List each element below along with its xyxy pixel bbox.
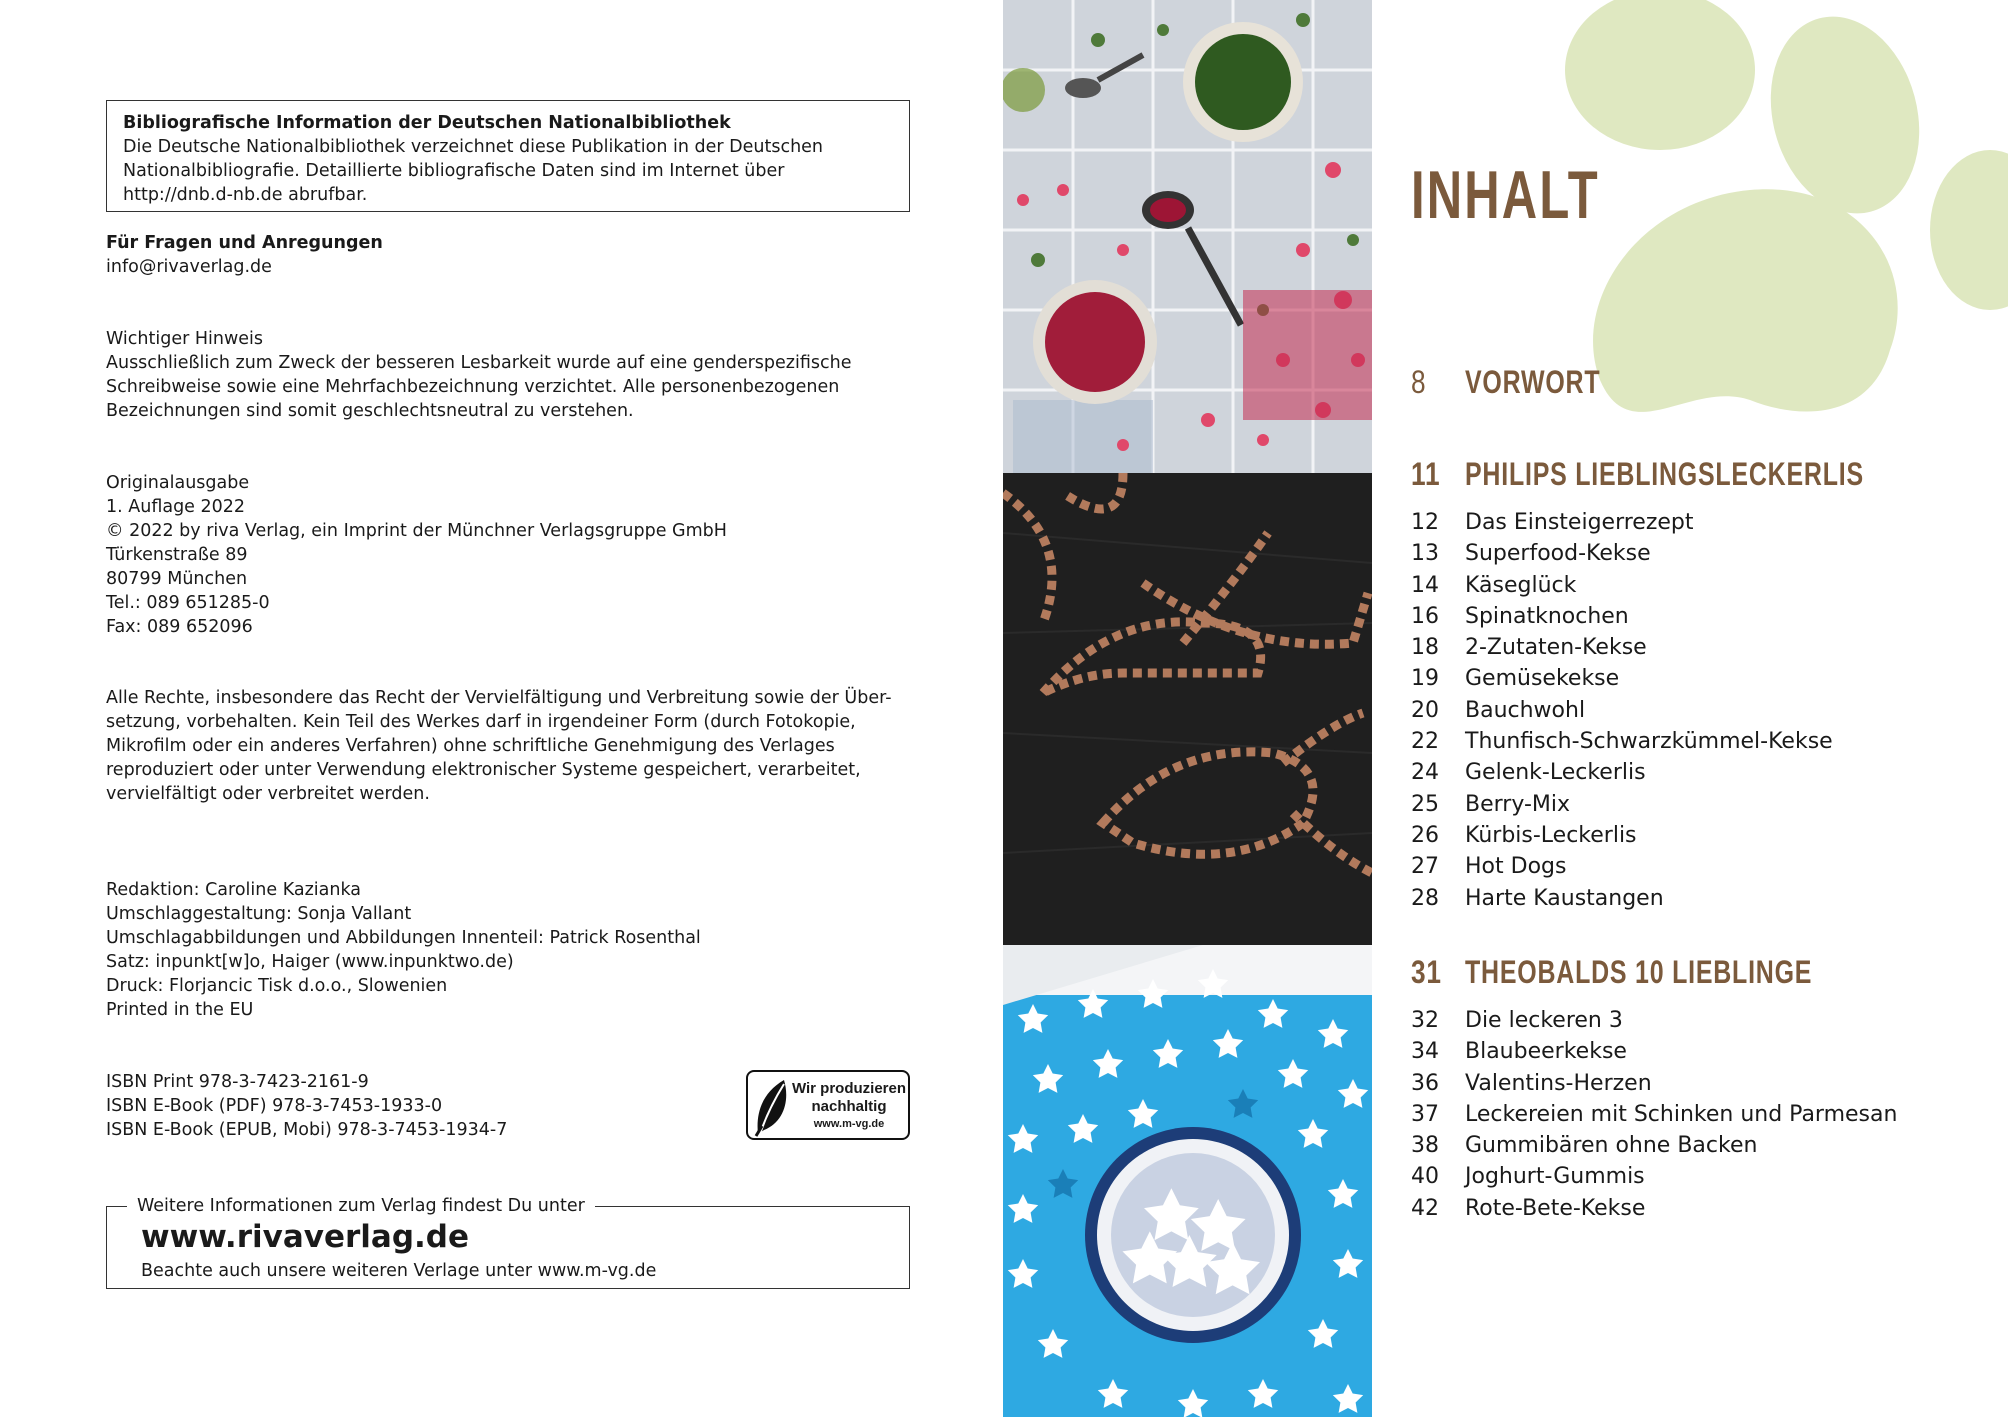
- isbn-list: ISBN Print 978-3-7423-2161-9 ISBN E-Book (PDF) 978-3-7453-1933-0 ISBN E-Book (EPUB, Mobi) 978-3-7453-1934-7: [106, 1072, 508, 1140]
- foreword-page: 8: [1411, 364, 1427, 400]
- toc-section-theobalds[interactable]: [1411, 954, 1910, 991]
- toc-entry[interactable]: 12 Das Einsteigerrezept: [1411, 510, 1694, 535]
- badge-text: Wir produzieren nachhaltig: [791, 1080, 907, 1115]
- toc-entry[interactable]: 26 Kürbis-Leckerlis: [1411, 822, 1637, 848]
- badge-url: www.m-vg.de: [813, 1118, 885, 1130]
- toc-foreword[interactable]: [1411, 364, 1639, 401]
- toc-entry[interactable]: 18 2-Zutaten-Kekse: [1411, 635, 1647, 661]
- section-page: 11: [1411, 456, 1441, 492]
- photo-star-molds: [1003, 945, 1372, 1417]
- section-title: PHILIPS LIEBLINGSLECKERLIS: [1465, 456, 1864, 492]
- leaf-icon: [754, 1076, 792, 1138]
- contact-email[interactable]: info@rivaverlag.de: [106, 257, 272, 277]
- foreword-title: VORWORT: [1465, 364, 1601, 400]
- publisher-web-box: [106, 1196, 910, 1289]
- contact-heading: Für Fragen und Anregungen: [106, 233, 383, 253]
- toc-entry[interactable]: 25 Berry-Mix: [1411, 791, 1571, 817]
- bibliographic-text: Die Deutsche Nationalbibliothek verzeichnet diese Publikation in der Deutschen Nationalbibliografie. Detaillierte bibliografische Daten sind im Internet über http://dnb.d-nb.de abrufbar.: [123, 137, 824, 205]
- imprint-page: [0, 0, 1003, 1417]
- section-page: 31: [1411, 954, 1442, 990]
- toc-entry[interactable]: 14 Käseglück: [1411, 572, 1577, 598]
- web-box-legend: Weitere Informationen zum Verlag findest Du unter: [127, 1194, 595, 1218]
- toc-entry[interactable]: 22 Thunfisch-Schwarzkümmel-Kekse: [1411, 729, 1833, 755]
- other-publishers-note: Beachte auch unsere weiteren Verlage unter www.m-vg.de: [141, 1261, 657, 1281]
- toc-entry[interactable]: 27 Hot Dogs: [1411, 854, 1567, 880]
- photo-fish-treats: [1003, 473, 1372, 945]
- toc-entry[interactable]: 16 Spinatknochen: [1411, 603, 1629, 629]
- toc-entry[interactable]: 42 Rote-Bete-Kekse: [1411, 1195, 1646, 1221]
- credits-text: Redaktion: Caroline Kazianka Umschlaggestaltung: Sonja Vallant Umschlagabbildungen und Abbildungen Innenteil: Patrick Rosenthal Satz: inpunkt[w]o, Haiger (www.inpunktwo.de) Druck: Florjancic Tisk d.o.o., Slowenien Printed in the EU: [106, 880, 701, 1020]
- toc-section-philips[interactable]: [1411, 456, 1976, 493]
- sustainability-badge: [746, 1070, 910, 1140]
- toc-entry[interactable]: 40 Joghurt-Gummis: [1411, 1164, 1645, 1190]
- bibliographic-heading: Bibliografische Information der Deutschen Nationalbibliothek: [123, 113, 731, 133]
- toc-entries-theobalds: [1411, 1005, 1897, 1224]
- toc-entry[interactable]: 34 Blaubeerkekse: [1411, 1039, 1627, 1065]
- bibliographic-info-box: [106, 100, 910, 212]
- section-title: THEOBALDS 10 LIEBLINGE: [1465, 954, 1813, 990]
- edition-info: Originalausgabe 1. Auflage 2022 © 2022 by riva Verlag, ein Imprint der Münchner Verlagsgruppe GmbH Türkenstraße 89 80799 München Tel.: 089 651285-0 Fax: 089 652096: [106, 473, 727, 637]
- photo-powders-bowls: [1003, 0, 1372, 473]
- toc-entry[interactable]: 32 Die leckeren 3: [1411, 1008, 1623, 1033]
- toc-entry[interactable]: 13 Superfood-Kekse: [1411, 541, 1651, 567]
- publisher-url[interactable]: www.rivaverlag.de: [141, 1219, 469, 1255]
- toc-entry[interactable]: 37 Leckereien mit Schinken und Parmesan: [1411, 1101, 1898, 1127]
- toc-entry[interactable]: 36 Valentins-Herzen: [1411, 1070, 1652, 1096]
- toc-entry[interactable]: 38 Gummibären ohne Backen: [1411, 1133, 1758, 1159]
- notice-heading: Wichtiger Hinweis: [106, 329, 264, 349]
- toc-title: INHALT: [1411, 157, 1600, 233]
- toc-entry[interactable]: 19 Gemüsekekse: [1411, 666, 1620, 692]
- notice-text: Ausschließlich zum Zweck der besseren Lesbarkeit wurde auf eine genderspezifische Schreibweise sowie eine Mehrfachbezeichnung verzichtet. Alle personenbezogenen Bezeichnungen sind somit geschlechtsneutral zu verstehen.: [106, 353, 852, 421]
- toc-entry[interactable]: 28 Harte Kaustangen: [1411, 885, 1664, 911]
- toc-entry[interactable]: 20 Bauchwohl: [1411, 697, 1586, 723]
- toc-entry[interactable]: 24 Gelenk-Leckerlis: [1411, 760, 1646, 786]
- toc-entries-philips: [1411, 507, 1833, 914]
- rights-text: Alle Rechte, insbesondere das Recht der Vervielfältigung und Verbreitung sowie der Über- setzung, vorbehalten. Kein Teil des Werkes darf in irgendeiner Form (durch Fotokopie, Mikrofilm oder ein anderes Verfahren) ohne schriftliche Genehmigung des Verlages reproduziert oder unter Verwendung elektronischer Systeme gespeichert, verarbeitet, vervielfältigt oder verbreitet werden.: [106, 688, 892, 804]
